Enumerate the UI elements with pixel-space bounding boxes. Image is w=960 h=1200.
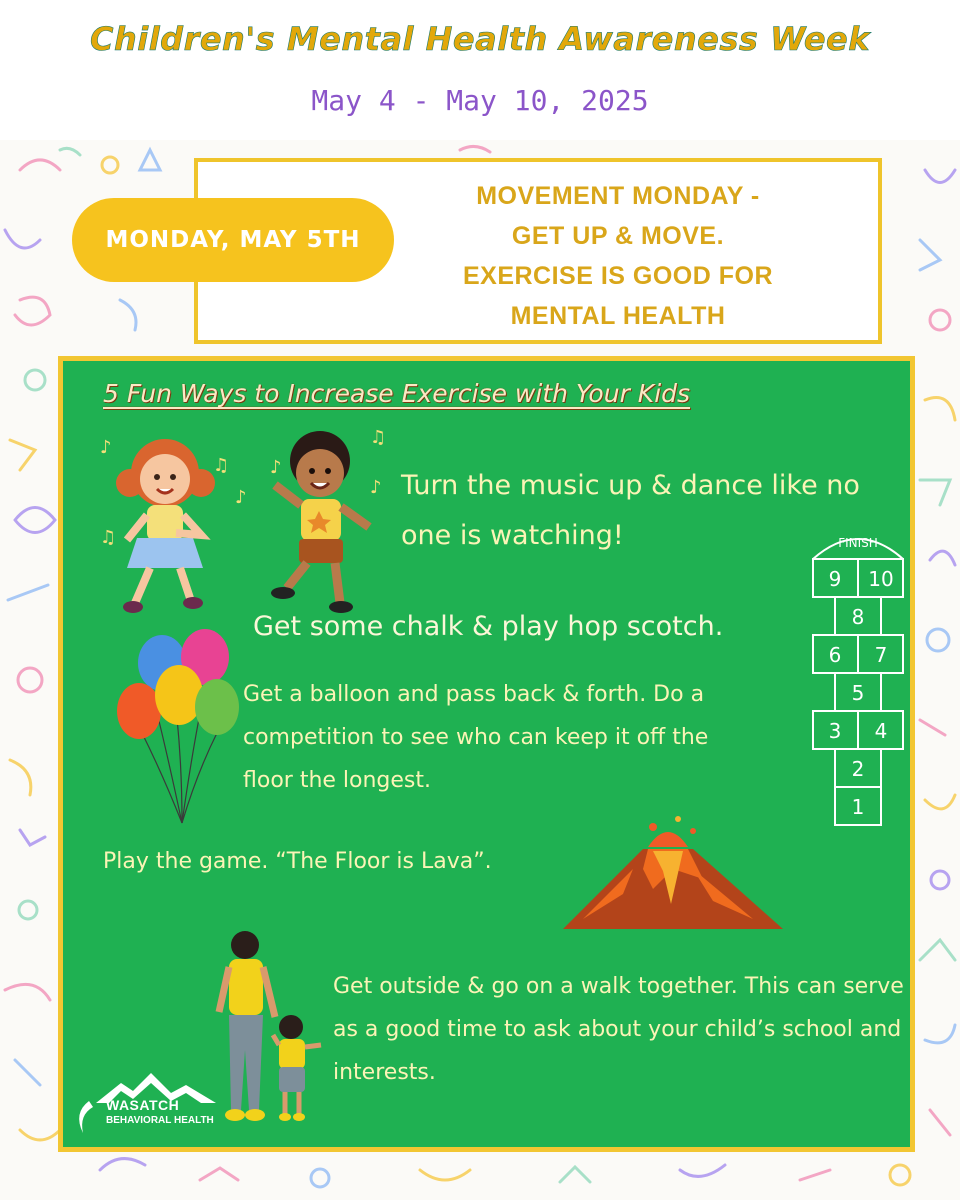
hopscotch-cell: 7 <box>874 643 888 667</box>
svg-text:♪: ♪ <box>370 477 382 498</box>
logo-line-2: BEHAVIORAL HEALTH <box>106 1115 214 1126</box>
balloon-orange-icon <box>117 683 161 739</box>
dancing-girl-icon <box>116 439 215 613</box>
theme-line: MENTAL HEALTH <box>510 302 726 330</box>
tip-lava: Play the game. “The Floor is Lava”. <box>103 849 492 874</box>
dancing-kids-illustration <box>95 423 395 613</box>
svg-text:♫: ♫ <box>100 527 117 548</box>
svg-text:♪: ♪ <box>235 487 247 508</box>
balloons-illustration <box>117 623 247 833</box>
activity-board <box>58 356 915 1152</box>
volcano-icon <box>553 809 793 939</box>
hopscotch-cell: 3 <box>828 719 842 743</box>
hopscotch-cell: 4 <box>874 719 888 743</box>
logo-line-1: WASATCH <box>106 1097 180 1113</box>
logo-wordmark <box>86 1098 216 1128</box>
theme-text <box>408 176 828 336</box>
event-dates: May 4 - May 10, 2025 <box>311 84 649 117</box>
tip-balloon: Get a balloon and pass back & forth. Do a competition to see who can keep it off the floor the longest. <box>243 682 709 793</box>
hopscotch-cell: 10 <box>868 567 894 591</box>
tip-dance: Turn the music up & dance like no one is watching! <box>401 470 860 551</box>
hopscotch-cell: 1 <box>851 795 865 819</box>
hopscotch-cell: 9 <box>828 567 842 591</box>
hopscotch-cell: 8 <box>851 605 865 629</box>
svg-text:♪: ♪ <box>100 437 112 458</box>
theme-line: EXERCISE IS GOOD FOR <box>462 262 774 290</box>
balloon-green-icon <box>195 679 239 735</box>
tip-hopscotch: Get some chalk & play hop scotch. <box>253 611 724 642</box>
svg-text:♫: ♫ <box>370 427 387 448</box>
page-title: Children's Mental Health Awareness Week <box>89 20 871 58</box>
hopscotch-grid <box>793 519 923 859</box>
hopscotch-cell: 2 <box>851 757 865 781</box>
logo-swoosh-icon <box>73 1099 95 1135</box>
header-banner <box>0 0 960 140</box>
theme-line: MOVEMENT MONDAY - <box>476 182 760 210</box>
theme-line: GET UP & MOVE. <box>511 222 725 250</box>
hopscotch-cell: 6 <box>828 643 842 667</box>
hopscotch-cell: 5 <box>851 681 865 705</box>
hopscotch-finish-label: FINISH <box>838 536 878 550</box>
board-heading: 5 Fun Ways to Increase Exercise with Your Kids <box>103 379 691 408</box>
svg-text:♪: ♪ <box>270 457 282 478</box>
day-badge: MONDAY, MAY 5TH <box>72 198 394 282</box>
child-icon <box>273 1015 321 1121</box>
tip-walk: Get outside & go on a walk together. This can serve as a good time to ask about your child’s school and interests. <box>333 974 904 1085</box>
walking-parent-child-illustration <box>203 927 333 1127</box>
svg-text:♫: ♫ <box>213 455 230 476</box>
balloon-yellow-icon <box>155 665 203 725</box>
mother-icon <box>219 931 275 1121</box>
dancing-boy-icon <box>271 431 369 613</box>
